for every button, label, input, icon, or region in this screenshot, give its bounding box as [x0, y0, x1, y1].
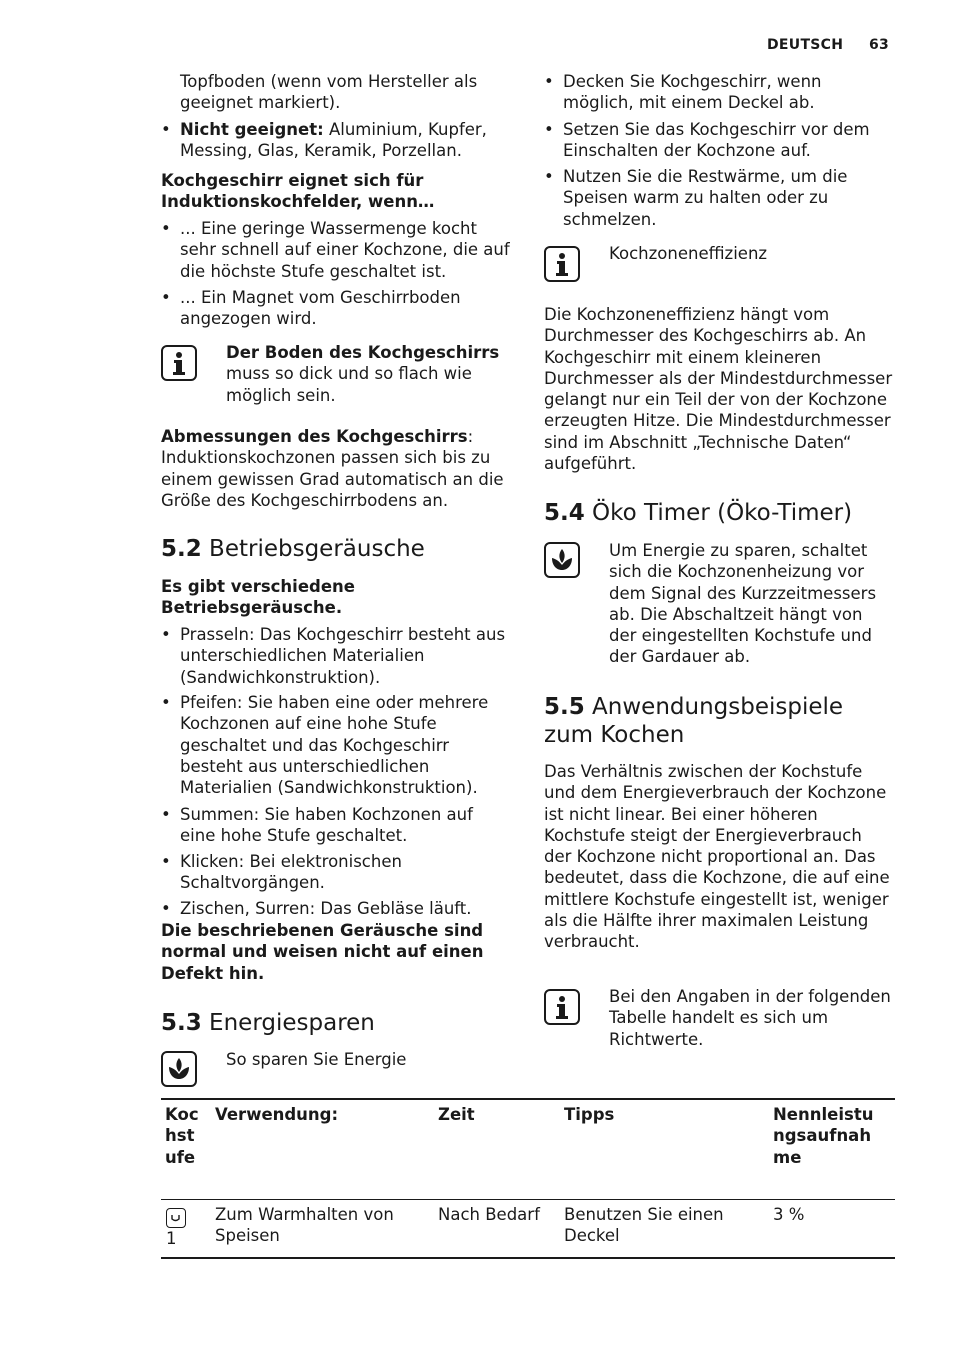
- list-item: • Prasseln: Das Kochgeschirr besteht aus unterschiedlichen Materialien (Sandwichkonstruktion).: [161, 624, 511, 688]
- table-header-rule: [161, 1199, 895, 1200]
- running-header-section: DEUTSCH: [767, 37, 844, 53]
- table-cell-tipps: Benutzen Sie einen Deckel: [564, 1205, 724, 1246]
- section-title: Energiesparen: [201, 1010, 375, 1036]
- list-item: • Klicken: Bei elektronischen Schaltvorgängen.: [161, 851, 511, 894]
- list-item: • Pfeifen: Sie haben eine oder mehrere Kochzonen auf eine hohe Stufe geschaltet und das Kochgeschirr besteht aus unterschiedlichen Materialien (Sandwichkonstruktion).: [161, 692, 511, 798]
- eco-text: So sparen Sie Energie: [226, 1050, 407, 1069]
- section-heading-5-3: [161, 1009, 511, 1037]
- list-item: • Nicht geeignet: Aluminium, Kupfer, Messing, Glas, Keramik, Porzellan.: [161, 120, 487, 161]
- list-item: • Summen: Sie haben Kochzonen auf eine hohe Stufe geschaltet.: [161, 804, 511, 847]
- noises-note: Die beschriebenen Geräusche sind normal und weisen nicht auf einen Defekt hin.: [161, 921, 484, 983]
- section-number: 5.3: [161, 1010, 202, 1036]
- section-number: 5.5: [544, 694, 585, 720]
- saving-item-2: Setzen Sie das Kochgeschirr vor dem Einschalten der Kochzone auf.: [563, 120, 870, 161]
- section-title: Öko Timer (Öko-Timer): [584, 500, 853, 526]
- section-heading-5-5: [544, 693, 899, 749]
- noise-item-2: Pfeifen: Sie haben eine oder mehrere Kochzonen auf eine hohe Stufe geschaltet und das Kochgeschirr besteht aus unterschiedlichen Materialien (Sandwichkonstruktion).: [180, 693, 489, 798]
- section-heading-5-4: [544, 499, 894, 527]
- info1-bold: Der Boden des Kochgeschirrs: [226, 343, 500, 362]
- eco-timer-text: Um Energie zu sparen, schaltet sich die Kochzonenheizung vor dem Signal des Kurzzeitmessers ab. Die Abschaltzeit hängt von der eingestellten Kochstufe und der Gardauer ab.: [609, 541, 877, 667]
- intro-continuation: Topfboden (wenn vom Hersteller als geeignet markiert).: [180, 72, 478, 113]
- list-item: • Setzen Sie das Kochgeschirr vor dem Einschalten der Kochzone auf.: [544, 119, 894, 162]
- dims-label: Abmessungen des Kochgeschirrs: [161, 427, 468, 446]
- induction-item-2: ... Ein Magnet vom Geschirrboden angezogen wird.: [180, 288, 461, 329]
- table-header-verwendung: Verwendung:: [215, 1105, 339, 1124]
- section-heading-5-2: [161, 535, 511, 563]
- noise-item-5: Zischen, Surren: Das Gebläse läuft.: [180, 899, 472, 918]
- info-icon: [161, 345, 197, 381]
- table-header-zeit: Zeit: [438, 1105, 475, 1124]
- table-top-rule: [161, 1098, 895, 1100]
- table-cell-stufe: 1: [166, 1229, 177, 1248]
- saving-item-1: Decken Sie Kochgeschirr, wenn möglich, mit einem Deckel ab.: [563, 72, 822, 113]
- page-number: 63: [869, 37, 890, 53]
- eco-leaf-icon: [161, 1051, 197, 1087]
- section-title: Betriebsgeräusche: [201, 536, 425, 562]
- table-header-nennleistung: Nennleistungsaufnahme: [773, 1105, 874, 1167]
- section-number: 5.4: [544, 500, 585, 526]
- dimensions-paragraph: [161, 426, 511, 511]
- noise-item-1: Prasseln: Das Kochgeschirr besteht aus unterschiedlichen Materialien (Sandwichkonstruktion).: [180, 625, 506, 687]
- noise-item-3: Summen: Sie haben Kochzonen auf eine hohe Stufe geschaltet.: [180, 805, 473, 846]
- list-item: • Decken Sie Kochgeschirr, wenn möglich, mit einem Deckel ab.: [544, 71, 894, 114]
- keep-warm-icon: [166, 1208, 186, 1228]
- info-icon: [544, 246, 580, 282]
- table-cell-leistung: 3 %: [773, 1205, 805, 1224]
- noises-intro: Es gibt verschiedene Betriebsgeräusche.: [161, 577, 355, 618]
- table-cell-verwendung: Zum Warmhalten von Speisen: [215, 1205, 394, 1246]
- info2-text: Kochzoneneffizienz: [609, 244, 768, 263]
- section-title: Anwendungsbeispiele zum Kochen: [544, 694, 844, 748]
- info-note-boden: [226, 342, 511, 406]
- application-paragraph: Das Verhältnis zwischen der Kochstufe und dem Energieverbrauch der Kochzone ist nicht linear. Bei einer höheren Kochstufe steigt der Energieverbrauch der Kochzone nicht proportional an. Das bedeutet, dass die Kochzone, die auf eine mittlere Kochstufe eingestellt ist, weniger als die Hälfte ihrer maximalen Leistung verbraucht.: [544, 762, 890, 952]
- table-header-kochstufe: Kochstufe: [165, 1105, 199, 1167]
- not-suitable-text: Aluminium, Kupfer, Messing, Glas, Keramik, Porzellan.: [180, 120, 487, 161]
- info1-text: muss so dick und so flach wie möglich sein.: [226, 364, 472, 405]
- table-header-tipps: Tipps: [564, 1105, 615, 1124]
- induction-item-1: ... Eine geringe Wassermenge kocht sehr schnell auf einer Kochzone, die auf die höchste Stufe geschaltet ist.: [180, 219, 510, 281]
- list-item: • Nutzen Sie die Restwärme, um die Speisen warm zu halten oder zu schmelzen.: [544, 166, 874, 230]
- induction-heading: Kochgeschirr eignet sich für Induktionskochfelder, wenn…: [161, 171, 435, 212]
- not-suitable-label: Nicht geeignet:: [180, 120, 324, 139]
- eco-leaf-icon: [544, 542, 580, 578]
- table-cell-zeit: Nach Bedarf: [438, 1205, 540, 1224]
- list-item: • Zischen, Surren: Das Gebläse läuft.: [161, 898, 511, 919]
- info3-text: Bei den Angaben in der folgenden Tabelle handelt es sich um Richtwerte.: [609, 987, 891, 1049]
- table-bottom-rule: [161, 1257, 895, 1259]
- list-item: • ... Ein Magnet vom Geschirrboden angezogen wird.: [161, 287, 511, 330]
- efficiency-paragraph: Die Kochzoneneffizienz hängt vom Durchmesser des Kochgeschirrs ab. An Kochgeschirr mit einem kleineren Durchmesser als der Mindestdurchmesser gelangt nur ein Teil der von der Kochzone erzeugten Hitze. Die Mindestdurchmesser sind im Abschnitt „Technische Daten“ aufgeführt.: [544, 305, 893, 474]
- info-icon: [544, 989, 580, 1025]
- dims-text: : Induktionskochzonen passen sich bis zu einem gewissen Grad automatisch an die Größe des Kochgeschirrbodens an.: [161, 427, 504, 510]
- list-item: • ... Eine geringe Wassermenge kocht sehr schnell auf einer Kochzone, die auf die höchste Stufe geschaltet ist.: [161, 219, 510, 281]
- section-number: 5.2: [161, 536, 202, 562]
- noise-item-4: Klicken: Bei elektronischen Schaltvorgängen.: [180, 852, 402, 893]
- saving-item-3: Nutzen Sie die Restwärme, um die Speisen warm zu halten oder zu schmelzen.: [563, 167, 848, 229]
